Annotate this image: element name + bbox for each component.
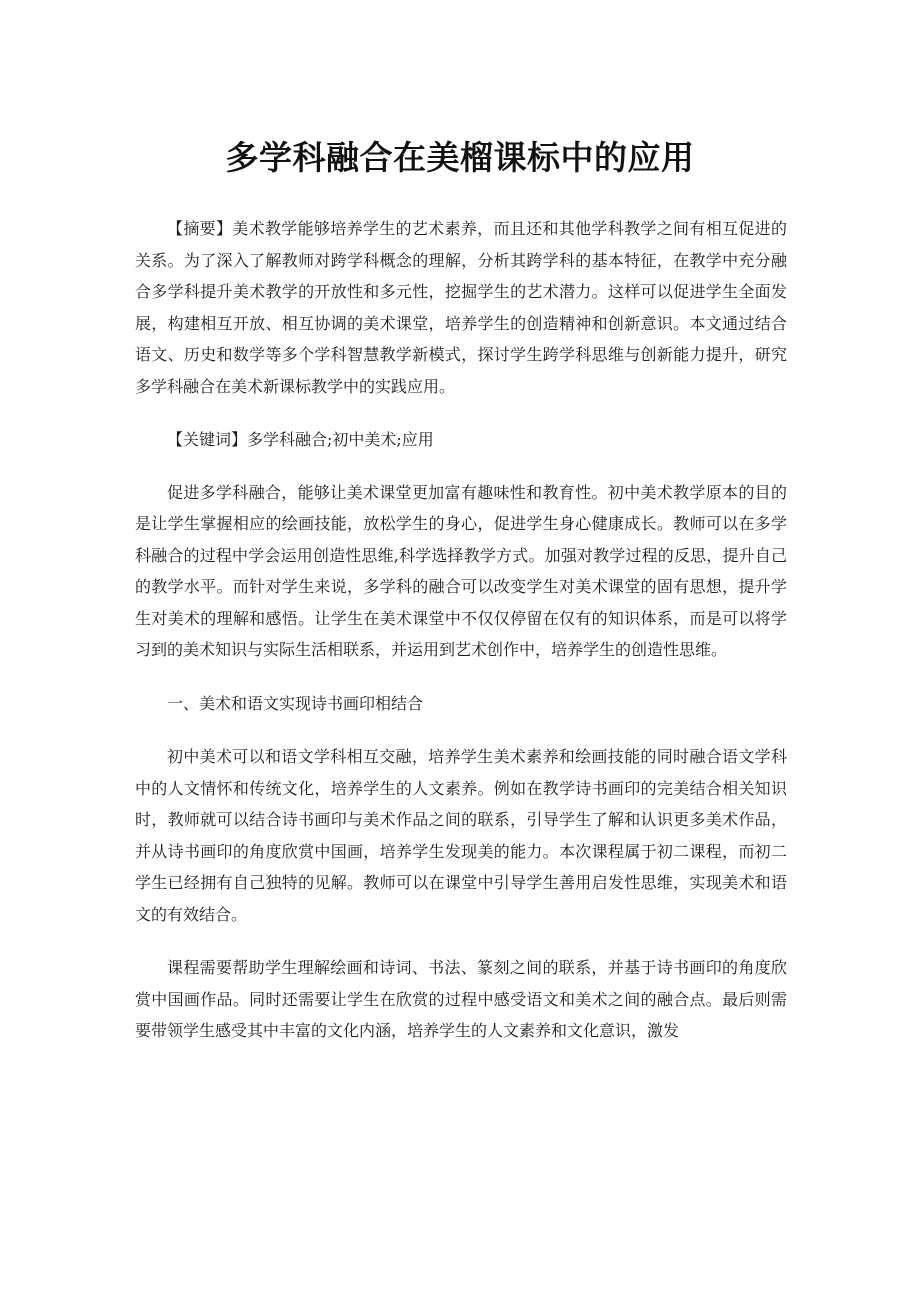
keywords-paragraph: 【关键词】多学科融合;初中美术;应用 — [167, 430, 434, 449]
intro-paragraph: 促进多学科融合，能够让美术课堂更加富有趣味性和教育性。初中美术教学原本的目的是让学生掌握相应的绘画技能，放松学生的身心，促进学生身心健康成长。教师可以在多学科融合的过程中学会运用创造性思维,科学选择教学方式。加强对教学过程的反思，提升自己的教学水平。而针对学生来说，多学科的融合可以改变学生对美术课堂的固有思想，提升学生对美术的理解和感悟。让学生在美术课堂中不仅仅停留在仅有的知识体系，而是可以将学习到的美术知识与实际生活相联系，并运用到艺术创作中，培养学生的创造性思维。 — [135, 482, 787, 659]
document-body — [135, 213, 787, 1047]
abstract-paragraph: 【摘要】美术教学能够培养学生的艺术素养，而且还和其他学科教学之间有相互促进的关系。为了深入了解教师对跨学科概念的理解，分析其跨学科的基本特征，在教学中充分融合多学科提升美术教学的开放性和多元性，挖掘学生的艺术潜力。这样可以促进学生全面发展，构建相互开放、相互协调的美术课堂，培养学生的创造精神和创新意识。本文通过结合语文、历史和数学等多个学科智慧教学新模式，探讨学生跨学科思维与创新能力提升，研究多学科融合在美术新课标教学中的实践应用。 — [135, 219, 787, 396]
section-heading: 一、美术和语文实现诗书画印相结合 — [167, 693, 424, 713]
section-paragraph-1: 初中美术可以和语文学科相互交融，培养学生美术素养和绘画技能的同时融合语文学科中的人文情怀和传统文化，培养学生的人文素养。例如在教学诗书画印的完美结合相关知识时，教师就可以结合诗书画印与美术作品之间的联系，引导学生了解和认识更多美术作品，并从诗书画印的角度欣赏中国画，培养学生发现美的能力。本次课程属于初二课程，而初二学生已经拥有自己独特的见解。教师可以在课堂中引导学生善用启发性思维，实现美术和语文的有效结合。 — [135, 747, 787, 924]
section-paragraph-2: 课程需要帮助学生理解绘画和诗词、书法、篆刻之间的联系，并基于诗书画印的角度欣赏中国画作品。同时还需要让学生在欣赏的过程中感受语文和美术之间的融合点。最后则需要带领学生感受其中丰富的文化内涵，培养学生的人文素养和文化意识，激发 — [135, 958, 787, 1040]
document-title: 多学科融合在美榴课标中的应用 — [225, 138, 695, 177]
